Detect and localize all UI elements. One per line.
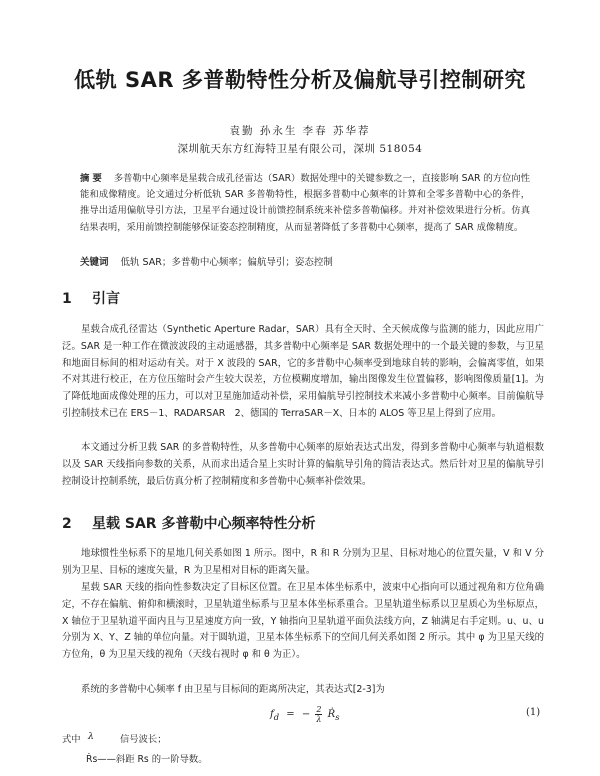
eq-fraction	[315, 705, 322, 724]
abstract	[80, 171, 530, 236]
paragraph: 系统的多普勒中心频率 f 由卫星与目标间的距离所决定，其表达式[2-3]为	[81, 684, 385, 695]
section-number: 2	[62, 516, 72, 532]
where-desc: 信号波长；	[120, 734, 167, 745]
equation-number: (1)	[526, 707, 541, 718]
paragraph: 星载合成孔径雷达（Synthetic Aperture Radar，SAR）具有全天时、全天候成像与监测的能力，因此应用广泛。SAR 是一种工作在微波波段的主动遥感器，其多普勒中心频率是 SAR 数据处理中的一个最关键的参数，与卫星和地面目标间的相对运动有关。对于 X 波段的 SAR，它的多普勒中心频率受到地球自转的影响，会偏离零值，如果不对其进行校正，在方位压缩时会产生较大误差，方位模糊度增加，输出图像发生位置偏移，影响图像质量[1]。为了降低地面成像处理的压力，可以对卫星施加适动补偿，采用偏航导引控制技术来减小多普勒中心频率。目前偏航导引控制技术已在 ERS－1、RADARSAR 2、德国的 TerraSAR－X、日本的 ALOS 等卫星上得到了应用。	[62, 324, 544, 419]
section-heading-2	[62, 513, 315, 533]
paragraph: 星载 SAR 天线的指向性参数决定了目标区位置。在卫星本体坐标系中，波束中心指向可以通过视角和方位角确定，不存在偏航、俯仰和横滚时，卫星轨道坐标系与卫星本体坐标系重合。卫星轨道坐标系以卫星质心为坐标原点，X 轴位于卫星轨道平面内且与卫星速度方向一致，Y 轴指向卫星轨道平面负法线方向，Z 轴满足右手定则。u、u、u 分别为 X、Y、Z 轴的单位向量。对于圆轨道，卫星本体坐标系下的空间几何关系如图 2 所示。其中 φ 为卫星天线的方位角，θ 为卫星天线的视角（天线右视时 φ 和 θ 为正）。	[62, 582, 544, 661]
eq-numerator: 2	[316, 705, 322, 714]
eq-equals: =	[286, 709, 295, 720]
where-clause-2: Ṙs——斜距 Rs 的一阶导数。	[86, 754, 208, 765]
keywords	[80, 254, 530, 268]
equation-expression	[270, 705, 339, 724]
where-term: λ	[88, 731, 94, 742]
section-number: 1	[62, 291, 72, 307]
where-prefix: 式中	[62, 734, 81, 745]
eq-rhs-sub: s	[335, 712, 340, 722]
eq-lhs-sub: d	[273, 712, 280, 722]
paragraph: 本文通过分析卫载 SAR 的多普勒特性，从多普勒中心频率的原始表达式出发，得到多普勒中心频率与轨道根数以及 SAR 天线指向参数的关系，从而求出适合星上实时计算的偏航导引角的简洁表达式。然后针对卫星的偏航导引控制设计控制系统，最后仿真分析了控制精度和多普勒中心频率补偿效果。	[62, 442, 544, 487]
where-clause	[62, 731, 544, 745]
section-title: 引言	[92, 291, 120, 307]
eq-sign: −	[301, 709, 311, 720]
paper-title: 低轨 SAR 多普勒特性分析及偏航导引控制研究	[74, 68, 526, 92]
section-title: 星载 SAR 多普勒中心频率特性分析	[92, 516, 316, 532]
paper-affiliation: 深圳航天东方红海特卫星有限公司，深圳 518054	[177, 143, 423, 155]
abstract-label: 摘 要	[80, 173, 102, 184]
eq-denominator: λ	[316, 715, 322, 724]
equation-1	[0, 705, 600, 727]
section-heading-1	[62, 288, 120, 308]
eq-lhs: f	[270, 709, 274, 720]
keywords-label: 关键词	[80, 257, 109, 268]
paragraph: 地球惯性坐标系下的星地几何关系如图 1 所示。图中，R 和 R 分别为卫星、目标对地心的位置矢量，V 和 V 分别为卫星、目标的速度矢量，R 为卫星相对目标的距离矢量。	[62, 548, 544, 576]
abstract-text: 多普勒中心频率是星载合成孔径雷达（SAR）数据处理中的关键参数之一，直接影响 SAR 的方位向性能和成像精度。论文通过分析低轨 SAR 多普勒特性，根据多普勒中心频率的计算和全零多普勒中心的条件，推导出适用偏航导引方法，卫星平台通过设计前馈控制系统来补偿多普勒偏移。并对补偿效果进行分析。仿真结果表明，采用前馈控制能够保证姿态控制精度，从而显著降低了多普勒中心频率，提高了 SAR 成像精度。	[80, 173, 530, 233]
keywords-text: 低轨 SAR；多普勒中心频率；偏航导引；姿态控制	[120, 257, 333, 268]
paper-authors: 袁勤 孙永生 李春 苏华荐	[229, 125, 371, 137]
eq-rhs: Ṙ	[327, 709, 336, 720]
